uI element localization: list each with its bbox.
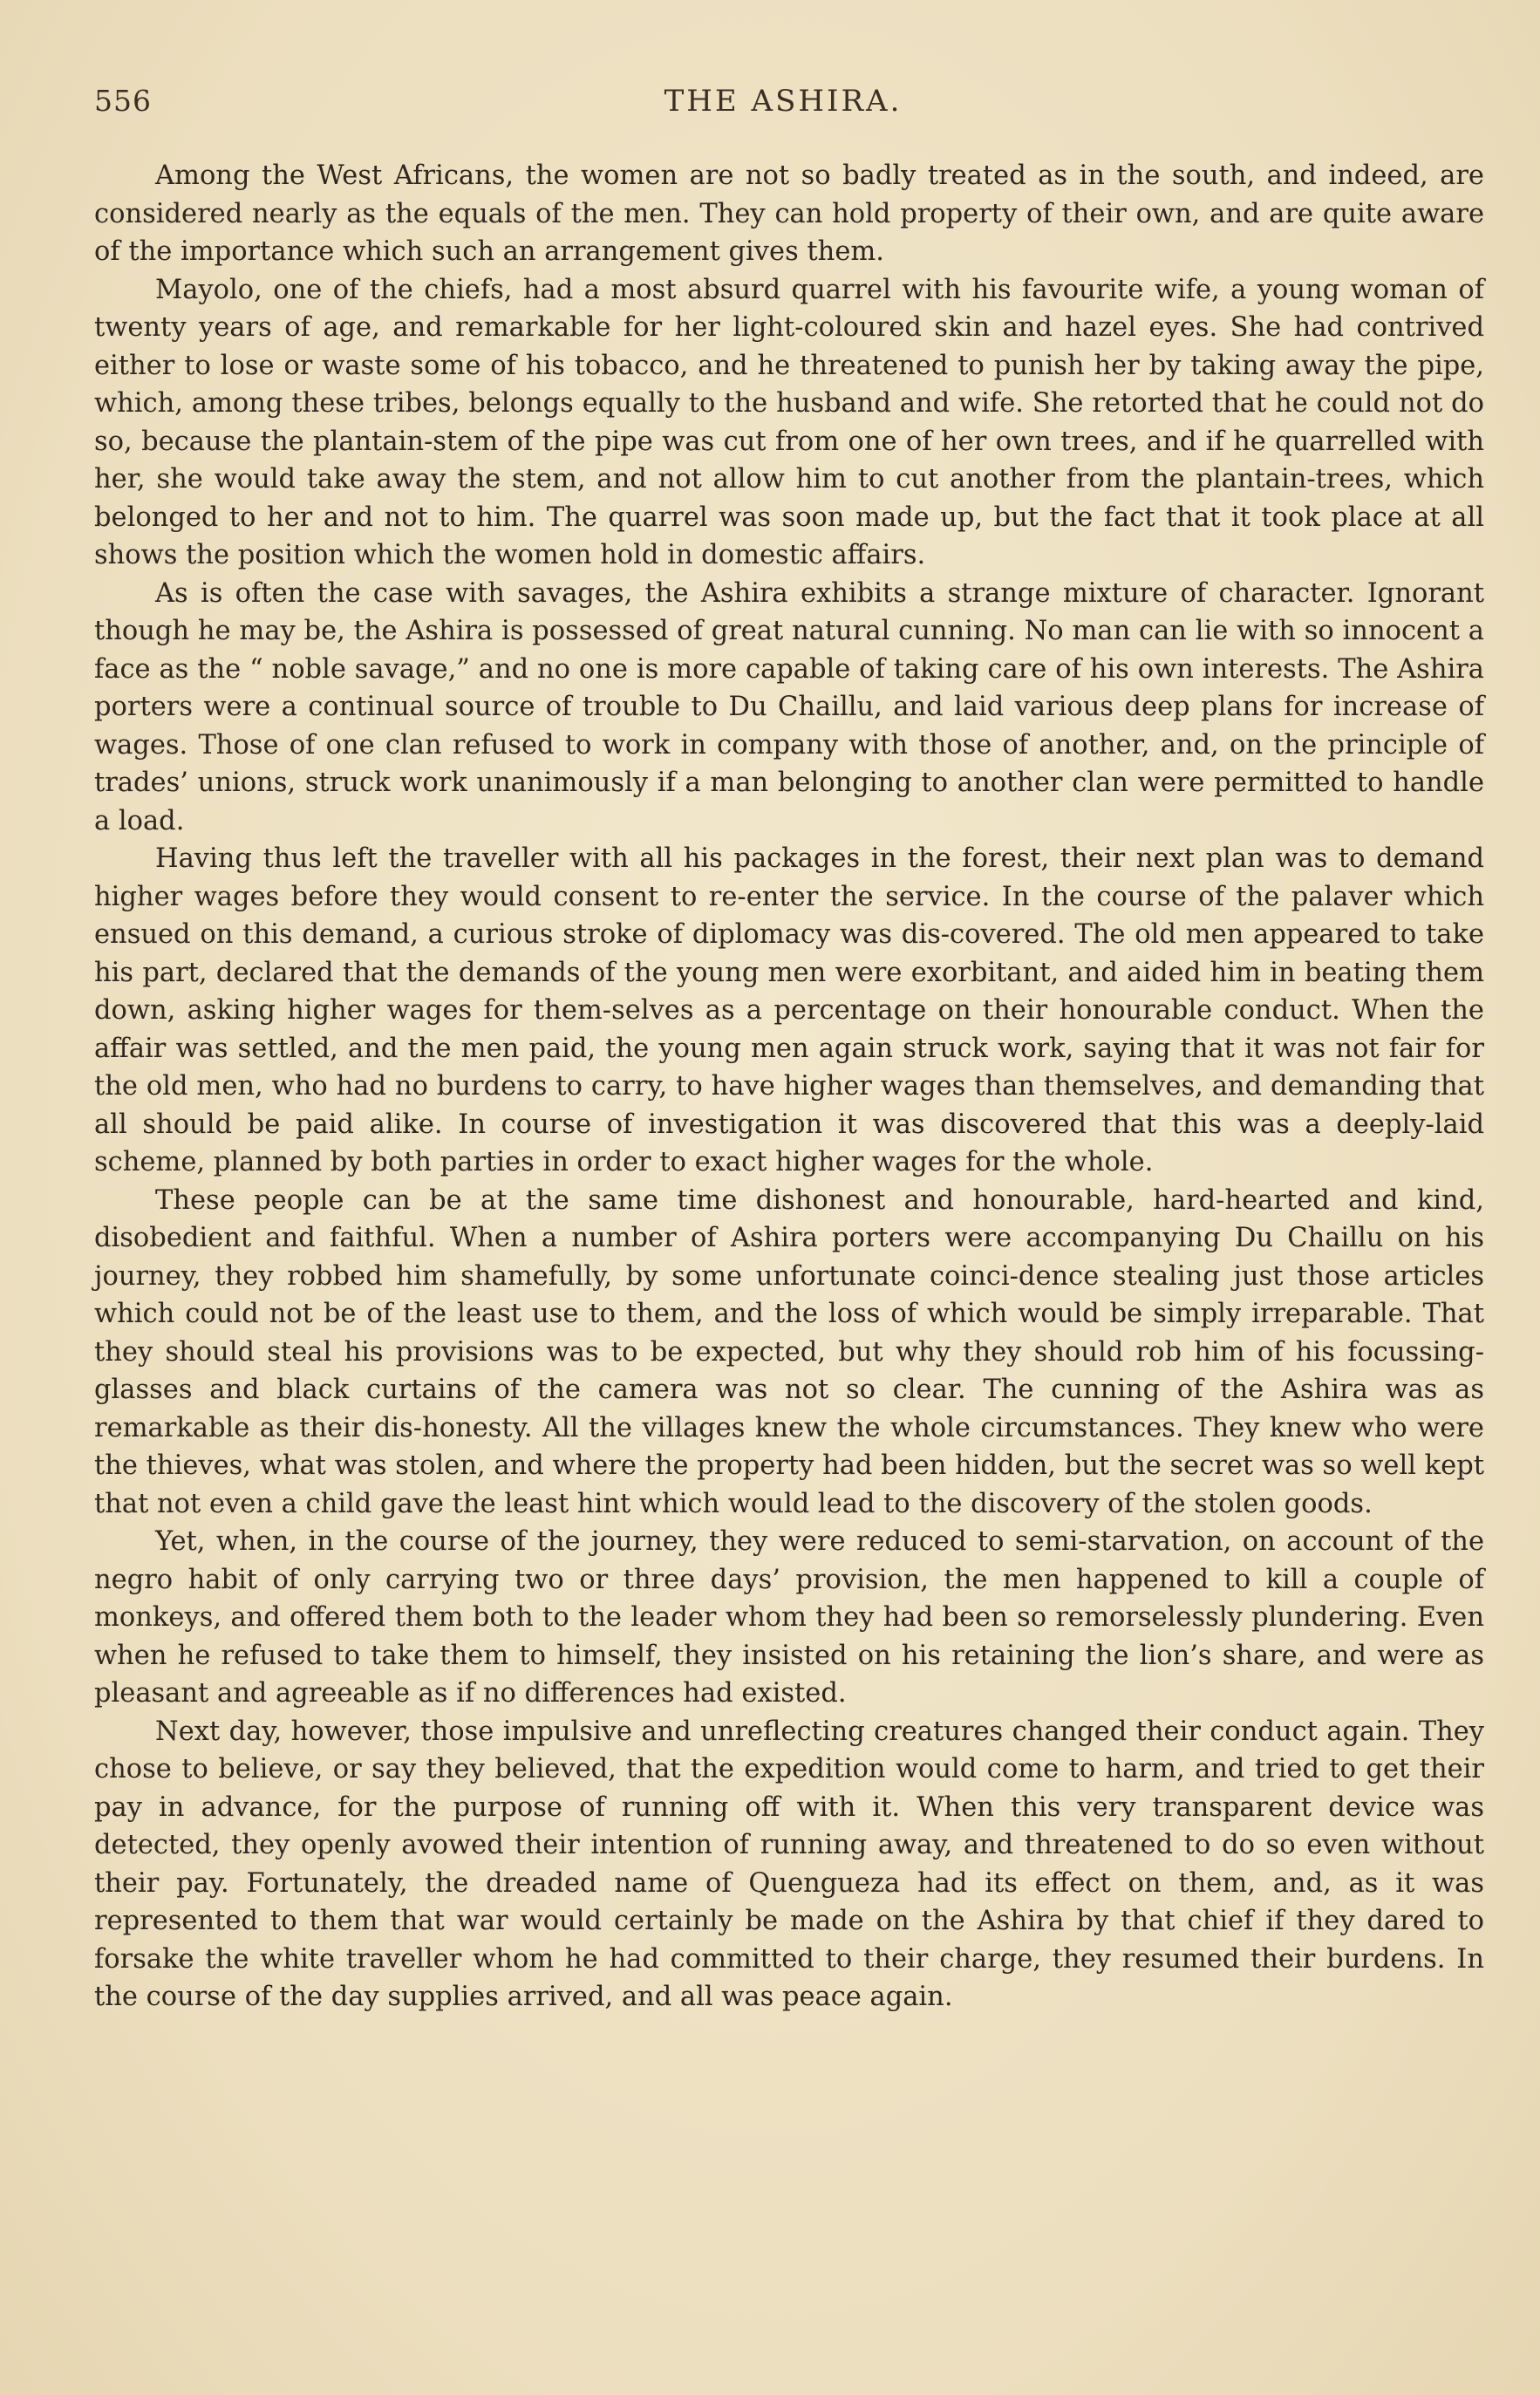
paragraph: As is often the case with savages, the Ashira exhibits a strange mixture of character. Ignorant though he may be, the Ashira is possessed of great natural cunning. No man can lie with so innocent a face as the “ noble savage,” and no one is more capable of taking care of his own interests. The Ashira porters were a continual source of trouble to Du Chaillu, and laid various deep plans for increase of wages. Those of one clan refused to work in company with those of another, and, on the principle of trades’ unions, struck work unanimously if a man belonging to another clan were permitted to handle a load. <box>94 577 1484 836</box>
page-number: 556 <box>94 84 152 118</box>
paragraph: Among the West Africans, the women are not so badly treated as in the south, and indeed, are considered nearly as the equals of the men. They can hold property of their own, and are quite aware of the importance which such an arrangement gives them. <box>94 160 1484 267</box>
page-header <box>94 84 1472 127</box>
paragraph: These people can be at the same time dishonest and honourable, hard-hearted and kind, disobedient and faithful. When a number of Ashira porters were accompanying Du Chaillu on his journey, they robbed him shamefully, by some unfortunate coinci-dence stealing just those articles which could not be of the least use to them, and the loss of which would be simply irreparable. That they should steal his provisions was to be expected, but why they should rob him of his focussing-glasses and black curtains of the camera was not so clear. The cunning of the Ashira was as remarkable as their dis-honesty. All the villages knew the whole circumstances. They knew who were the thieves, what was stolen, and where the property had been hidden, but the secret was so well kept that not even a child gave the least hint which would lead to the discovery of the stolen goods. <box>94 1184 1484 1519</box>
body-text <box>94 157 1484 2016</box>
paragraph: Having thus left the traveller with all his packages in the forest, their next plan was to demand higher wages before they would consent to re-enter the service. In the course of the palaver which ensued on this demand, a curious stroke of diplomacy was dis-covered. The old men appeared to take his part, declared that the demands of the young men were exorbitant, and aided him in beating them down, asking higher wages for them-selves as a percentage on their honourable conduct. When the affair was settled, and the men paid, the young men again struck work, saying that it was not fair for the old men, who had no burdens to carry, to have higher wages than themselves, and demanding that all should be paid alike. In course of investigation it was discovered that this was a deeply-laid scheme, planned by both parties in order to exact higher wages for the whole. <box>94 843 1484 1177</box>
paragraph: Next day, however, those impulsive and unreflecting creatures changed their conduct again. They chose to believe, or say they believed, that the expedition would come to harm, and tried to get their pay in advance, for the purpose of running off with it. When this very transparent device was detected, they openly avowed their intention of running away, and threatened to do so even without their pay. Fortunately, the dreaded name of Quengueza had its effect on them, and, as it was represented to them that war would certainly be made on the Ashira by that chief if they dared to forsake the white traveller whom he had committed to their charge, they resumed their burdens. In the course of the day supplies arrived, and all was peace again. <box>94 1716 1484 2012</box>
paragraph: Mayolo, one of the chiefs, had a most absurd quarrel with his favourite wife, a young woman of twenty years of age, and remarkable for her light-coloured skin and hazel eyes. She had contrived either to lose or waste some of his tobacco, and he threatened to punish her by taking away the pipe, which, among these tribes, belongs equally to the husband and wife. She retorted that he could not do so, because the plantain-stem of the pipe was cut from one of her own trees, and if he quarrelled with her, she would take away the stem, and not allow him to cut another from the plantain-trees, which belonged to her and not to him. The quarrel was soon made up, but the fact that it took place at all shows the position which the women hold in domestic affairs. <box>94 274 1484 570</box>
running-head: THE ASHIRA. <box>664 84 903 119</box>
paragraph: Yet, when, in the course of the journey, they were reduced to semi-starvation, on account of the negro habit of only carrying two or three days’ provision, the men happened to kill a couple of monkeys, and offered them both to the leader whom they had been so remorselessly plundering. Even when he refused to take them to himself, they insisted on his retaining the lion’s share, and were as pleasant and agreeable as if no differences had existed. <box>94 1526 1484 1709</box>
